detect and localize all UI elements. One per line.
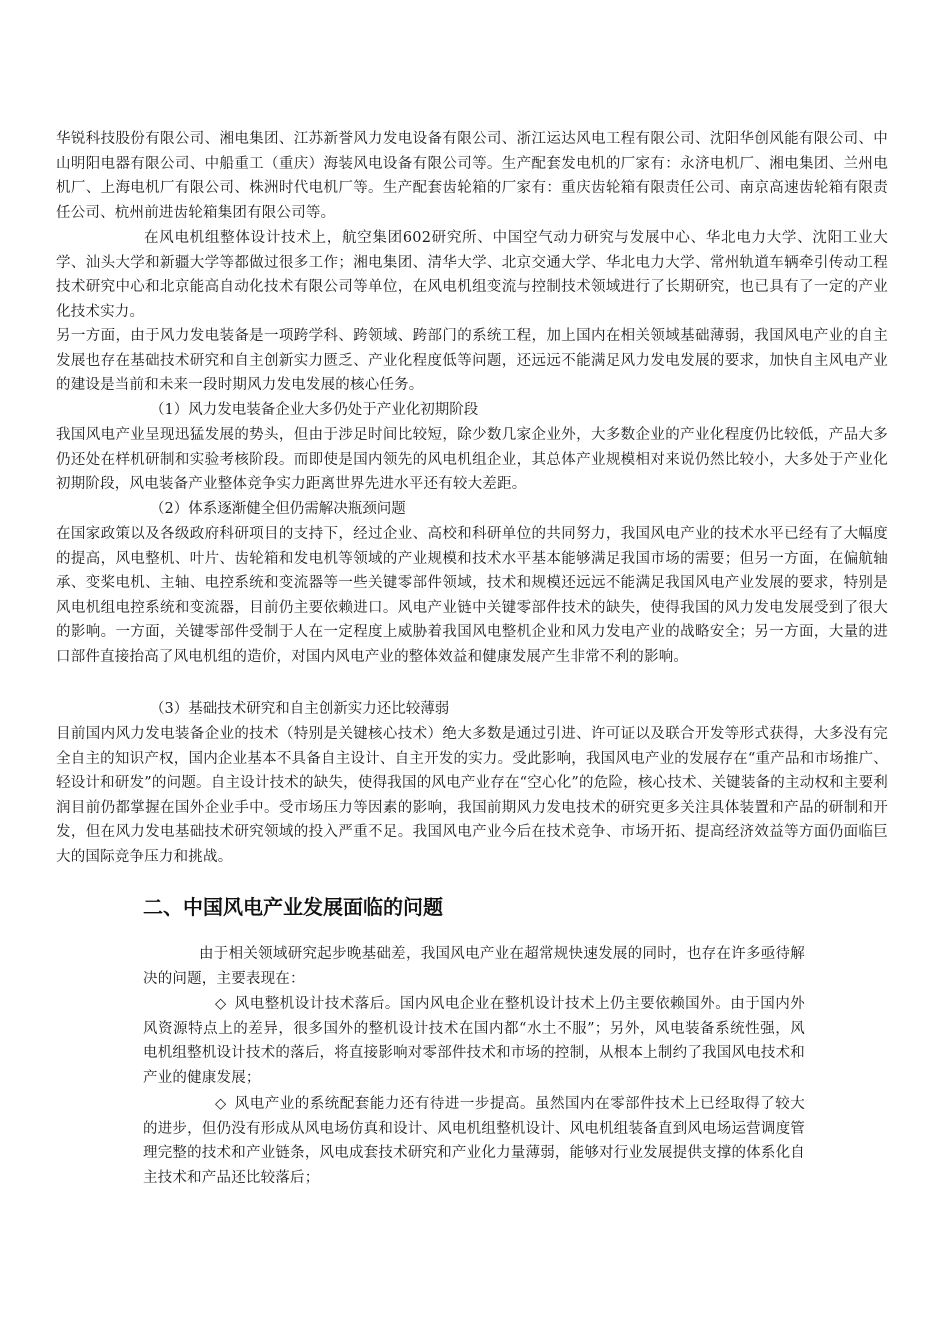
paragraph-manufacturers: 华锐科技股份有限公司、湘电集团、江苏新誉风力发电设备有限公司、浙江运达风电工程有限公司、沈阳华创风能有限公司、中山明阳电器有限公司、中船重工（重庆）海装风电设备有限公司等。生产配套发电机的厂家有：永济电机厂、湘电集团、兰州电机厂、上海电机厂有限公司、株洲时代电机厂等。生产配套齿轮箱的厂家有：重庆齿轮箱有限责任公司、南京高速齿轮箱有限责任公司、杭州前进齿轮箱集团有限公司等。 — [56, 131, 888, 221]
section-heading: 二、中国风电产业发展面临的问题 — [143, 895, 443, 919]
section-intro: 由于相关领域研究起步晚基础差，我国风电产业在超常规快速发展的同时，也存在许多亟待解决的问题，主要表现在： — [143, 946, 805, 987]
paragraph-design-research: 在风电机组整体设计技术上，航空集团602研究所、中国空气动力研究与发展中心、华北电力大学、沈阳工业大学、汕头大学和新疆大学等都做过很多工作；湘电集团、清华大学、北京交通大学、华北电力大学、常州轨道车辆牵引传动工程技术研究中心和北京能高自动化技术有限公司等单位，在风电机组变流与控制技术领域进行了长期研究，也已具有了一定的产业化技术实力。 — [56, 230, 888, 320]
paragraph-other-side: 另一方面，由于风力发电装备是一项跨学科、跨领域、跨部门的系统工程，加上国内在相关领域基础薄弱，我国风电产业的自主发展也存在基础技术研究和自主创新实力匮乏、产业化程度低等问题，还远远不能满足风力发电发展的要求，加快自主风电产业的建设是当前和未来一段时期风力发电发展的核心任务。 — [56, 328, 888, 393]
bullet-text-1: 风电整机设计技术落后。国内风电企业在整机设计技术上仍主要依赖国外。由于国内外风资源特点上的差异，很多国外的整机设计技术在国内都“水土不服”；另外，风电装备系统性强，风电机组整机设计技术的落后，将直接影响对零部件技术和市场的控制，从根本上制约了我国风电技术和产业的健康发展； — [143, 996, 805, 1086]
bullet-item-2 — [143, 1092, 805, 1190]
diamond-icon: ◇ — [215, 996, 227, 1012]
paragraph-early-stage: 我国风电产业呈现迅猛发展的势头，但由于涉足时间比较短，除少数几家企业外，大多数企业的产业化程度仍比较低，产品大多仍还处在样机研制和实验考核阶段。而即使是国内领先的风电机组企业，其总体产业规模相对来说仍然比较小，大多处于产业化初期阶段，风电装备产业整体竞争实力距离世界先进水平还有较大差距。 — [56, 427, 888, 492]
bullet-text-2: 风电产业的系统配套能力还有待进一步提高。虽然国内在零部件技术上已经取得了较大的进步，但仍没有形成从风电场仿真和设计、风电机组整机设计、风电机组装备直到风电场运营调度管理完整的技术和产业链条，风电成套技术研究和产业化力量薄弱，能够对行业发展提供支撑的体系化自主技术和产品还比较落后； — [143, 1096, 805, 1186]
paragraph-basic-research: 目前国内风力发电装备企业的技术（特别是关键核心技术）绝大多数是通过引进、许可证以及联合开发等形式获得，大多没有完全自主的知识产权，国内企业基本不具备自主设计、自主开发的实力。受此影响，我国风电产业的发展存在“重产品和市场推广、轻设计和研发”的问题。自主设计技术的缺失，使得我国的风电产业存在“空心化”的危险，核心技术、关键装备的主动权和主要利润目前仍都掌握在国外企业手中。受市场压力等因素的影响，我国前期风力发电技术的研究更多关注具体装置和产品的研制和开发，但在风力发电基础技术研究领域的投入严重不足。我国风电产业今后在技术竞争、市场开拓、提高经济效益等方面仍面临巨大的国际竞争压力和挑战。 — [56, 726, 888, 865]
bullet-item-1 — [143, 992, 805, 1090]
diamond-icon: ◇ — [215, 1096, 227, 1112]
paragraph-bottleneck: 在国家政策以及各级政府科研项目的支持下，经过企业、高校和科研单位的共同努力，我国风电产业的技术水平已经有了大幅度的提高，风电整机、叶片、齿轮箱和发电机等领域的产业规模和技术水平基本能够满足我国市场的需要；但另一方面，在偏航轴承、变桨电机、主轴、电控系统和变流器等一些关键零部件领域，技术和规模还远远不能满足我国风电产业发展的要求，特别是风电机组电控系统和变流器，目前仍主要依赖进口。风电产业链中关键零部件技术的缺失，使得我国的风力发电发展受到了很大的影响。一方面，关键零部件受制于人在一定程度上威胁着我国风电整机企业和风力发电产业的战略安全；另一方面，大量的进口部件直接抬高了风电机组的造价，对国内风电产业的整体效益和健康发展产生非常不利的影响。 — [56, 526, 888, 665]
subheading-2: （2）体系逐渐健全但仍需解决瓶颈问题 — [150, 501, 406, 517]
subheading-3: （3）基础技术研究和自主创新实力还比较薄弱 — [150, 701, 450, 717]
subheading-1: （1）风力发电装备企业大多仍处于产业化初期阶段 — [150, 402, 479, 418]
